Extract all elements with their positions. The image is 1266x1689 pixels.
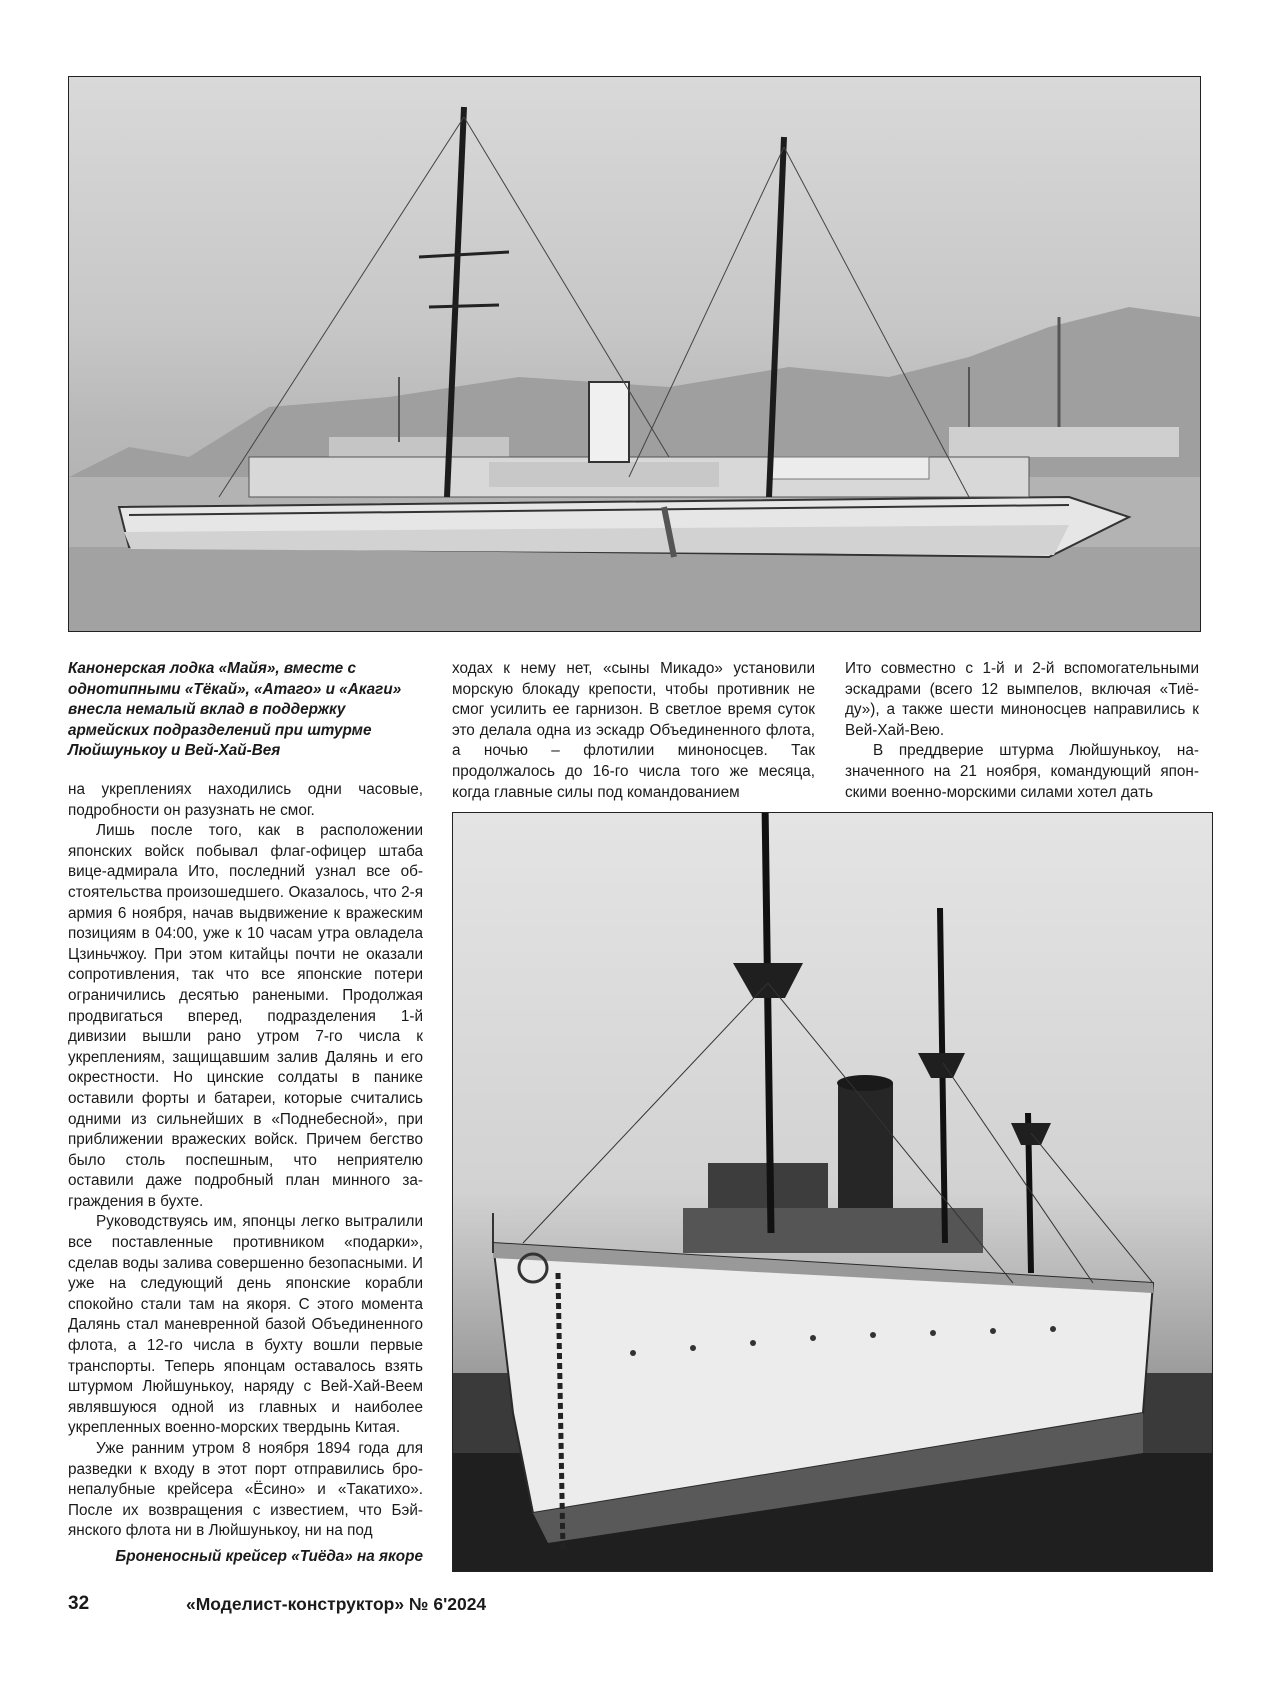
photo-cruiser-chiyoda-drawing bbox=[453, 813, 1212, 1571]
magazine-title: «Моделист-конструктор» № 6'2024 bbox=[186, 1594, 487, 1614]
photo-caption-bottom: Броненосный крейсер «Тиёда» на якоре bbox=[115, 1548, 423, 1565]
text-column-2 bbox=[452, 659, 815, 803]
paragraph: Лишь после того, как в расположении японских войск побывал флаг-офицер штаба вице-адмирала Ито, последний узнал все обстоятельства произошедшего. Оказалось, что 2-я армия 6 ноября, начав выдвижение к вражеским позициям в 04:00, уже к 10 часам утра овладела Цзиньчжоу. При этом китайцы почти не оказали сопротивления, так что все японские потери ограничились десятью ранеными. Продолжая продвигаться вперед, подразделения 1-й дивизии вышли рано утром 7-го числа к укреплениям, защищавшим залив Далянь и его окрестности. Но цинские солдаты в панике оставили форты и батареи, которые считались одними из сильнейших в «Поднебесной», при приближении вражеских войск. Причем бегство было столь поспешным, что неприятелю оставили даже подробный план минного заграждения в бухте. bbox=[68, 822, 423, 1210]
page-number: 32 bbox=[68, 1593, 90, 1614]
paragraph: Ито совместно с 1-й и 2-й вспомогательными эскадрами (всего 12 вымпелов, включая «Тиёду»), а также шести миноносцев направились к Вей-Хай-Вею. bbox=[845, 660, 1199, 739]
photo-caption-top: Канонерская лодка «Майя», вместе с однотипными «Тёкай», «Атаго» и «Акаги» внесла немалый вклад в поддержку армейских подразделений при штурме Люйшунькоу и Вей-Хай-Вея bbox=[68, 660, 402, 760]
paragraph: В преддверие штурма Люйшунькоу, назначенного на 21 ноября, командующий японскими военно-морскими силами хотел дать bbox=[845, 742, 1199, 801]
text-column-1 bbox=[68, 780, 423, 1542]
text-column-3 bbox=[845, 659, 1199, 803]
photo-gunboat-maya-drawing bbox=[69, 77, 1200, 631]
photo-gunboat-maya bbox=[68, 76, 1201, 632]
paragraph: Руководствуясь им, японцы легко вытралили все поставленные противником «подарки», сделав воды залива совершенно безопасными. И уже на следующий день японские корабли спокойно стали там на якоря. С этого момента Далянь стал маневренной базой Объединенного флота, а 12-го числа в бухту вошли первые транспорты. Теперь японцам оставалось взять штурмом Люйшунькоу, наряду с Вей-Хай-Веем являвшуюся одной из главных и наиболее укрепленных военно-морских твердынь Китая. bbox=[68, 1213, 423, 1437]
paragraph: на укреплениях находились одни часовые, подробности он разузнать не смог. bbox=[68, 781, 423, 819]
paragraph: ходах к нему нет, «сыны Микадо» установили морскую блокаду крепости, чтобы противник не смог усилить ее гарнизон. В светлое время суток это делала одна из эскадр Объединенного флота, а ночью – флотилии миноносцев. Так продолжалось до 16-го числа того же месяца, когда главные силы под командованием bbox=[452, 660, 815, 801]
paragraph: Уже ранним утром 8 ноября 1894 года для разведки к входу в этот порт отправились бронепалубные крейсера «Ёсино» и «Такатихо». После их возвращения с известием, что Бэйянского флота ни в Люйшунькоу, ни на под bbox=[68, 1440, 423, 1540]
photo-cruiser-chiyoda bbox=[452, 812, 1213, 1572]
